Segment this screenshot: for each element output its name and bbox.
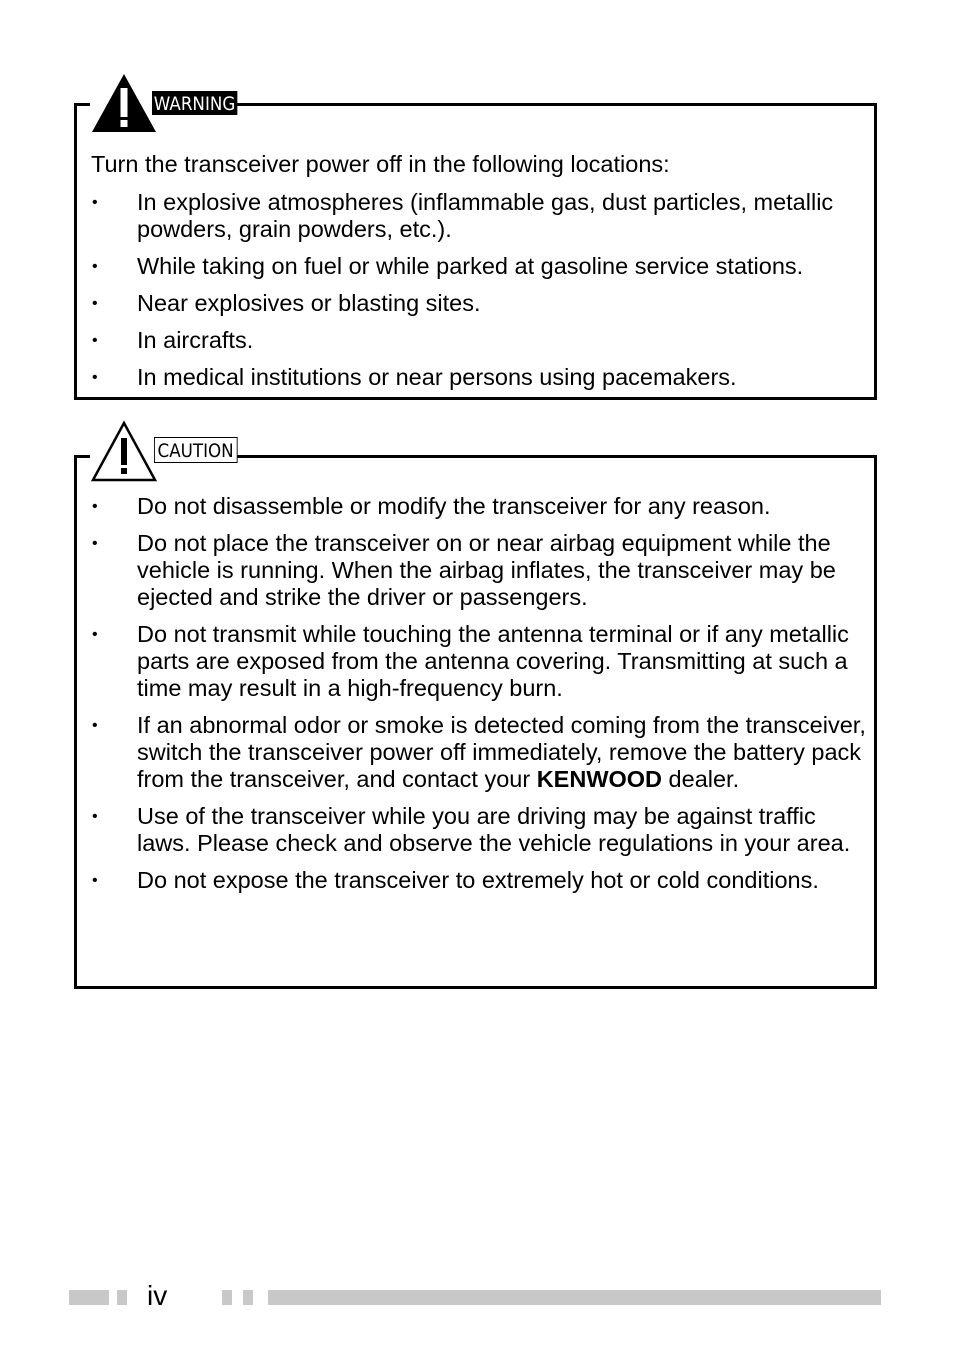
bullet-icon: • bbox=[92, 369, 98, 386]
list-item: • While taking on fuel or while parked at gasoline service stations. bbox=[92, 253, 804, 279]
footer-bar-segment bbox=[222, 1290, 232, 1305]
bullet-icon: • bbox=[92, 194, 98, 211]
bullet-icon: • bbox=[92, 332, 98, 349]
bullet-icon: • bbox=[92, 258, 98, 275]
list-item: • In explosive atmospheres (inflammable gas, dust particles, metallic powders, grain powders, etc.). bbox=[92, 189, 834, 242]
list-item: • Do not disassemble or modify the transceiver for any reason. bbox=[92, 493, 771, 519]
warning-triangle-icon bbox=[90, 72, 158, 134]
warning-label: WARNING bbox=[153, 93, 236, 115]
caution-list bbox=[91, 493, 866, 904]
footer-bar-segment bbox=[117, 1290, 127, 1305]
footer-bar-segment bbox=[243, 1290, 253, 1305]
warning-intro: Turn the transceiver power off in the following locations: bbox=[91, 151, 670, 177]
list-item: • In aircrafts. bbox=[92, 327, 254, 353]
caution-label: CAUTION bbox=[154, 437, 237, 463]
bullet-icon: • bbox=[92, 295, 98, 312]
caution-triangle-icon bbox=[90, 420, 158, 482]
bullet-icon: • bbox=[92, 872, 98, 889]
brand-name: KENWOOD bbox=[536, 766, 663, 792]
list-item: • Do not place the transceiver on or near airbag equipment while the vehicle is running. When the airbag inflates, the transceiver may be ejected and strike the driver or passengers. bbox=[92, 530, 836, 610]
list-item: • Use of the transceiver while you are driving may be against traffic laws. Please check and observe the vehicle regulations in your area. bbox=[92, 803, 851, 856]
list-item: • Near explosives or blasting sites. bbox=[92, 290, 481, 316]
warning-list bbox=[91, 189, 866, 401]
list-item: • If an abnormal odor or smoke is detected coming from the transceiver, switch the transceiver power off immediately, remove the battery pack from the transceiver, and contact your KENWOOD dealer. bbox=[92, 712, 866, 792]
bullet-icon: • bbox=[92, 498, 98, 515]
list-item: • Do not transmit while touching the antenna terminal or if any metallic parts are exposed from the antenna covering. Transmitting at such a time may result in a high-frequency burn. bbox=[92, 621, 849, 701]
footer-bar-long bbox=[268, 1290, 881, 1305]
bullet-icon: • bbox=[92, 626, 98, 643]
footer-bar-segment bbox=[69, 1290, 109, 1305]
list-item: • Do not expose the transceiver to extremely hot or cold conditions. bbox=[92, 867, 819, 893]
list-item: • In medical institutions or near persons using pacemakers. bbox=[92, 364, 737, 390]
bullet-icon: • bbox=[92, 808, 98, 825]
bullet-icon: • bbox=[92, 717, 98, 734]
bullet-icon: • bbox=[92, 535, 98, 552]
page-number: iv bbox=[147, 1280, 168, 1311]
